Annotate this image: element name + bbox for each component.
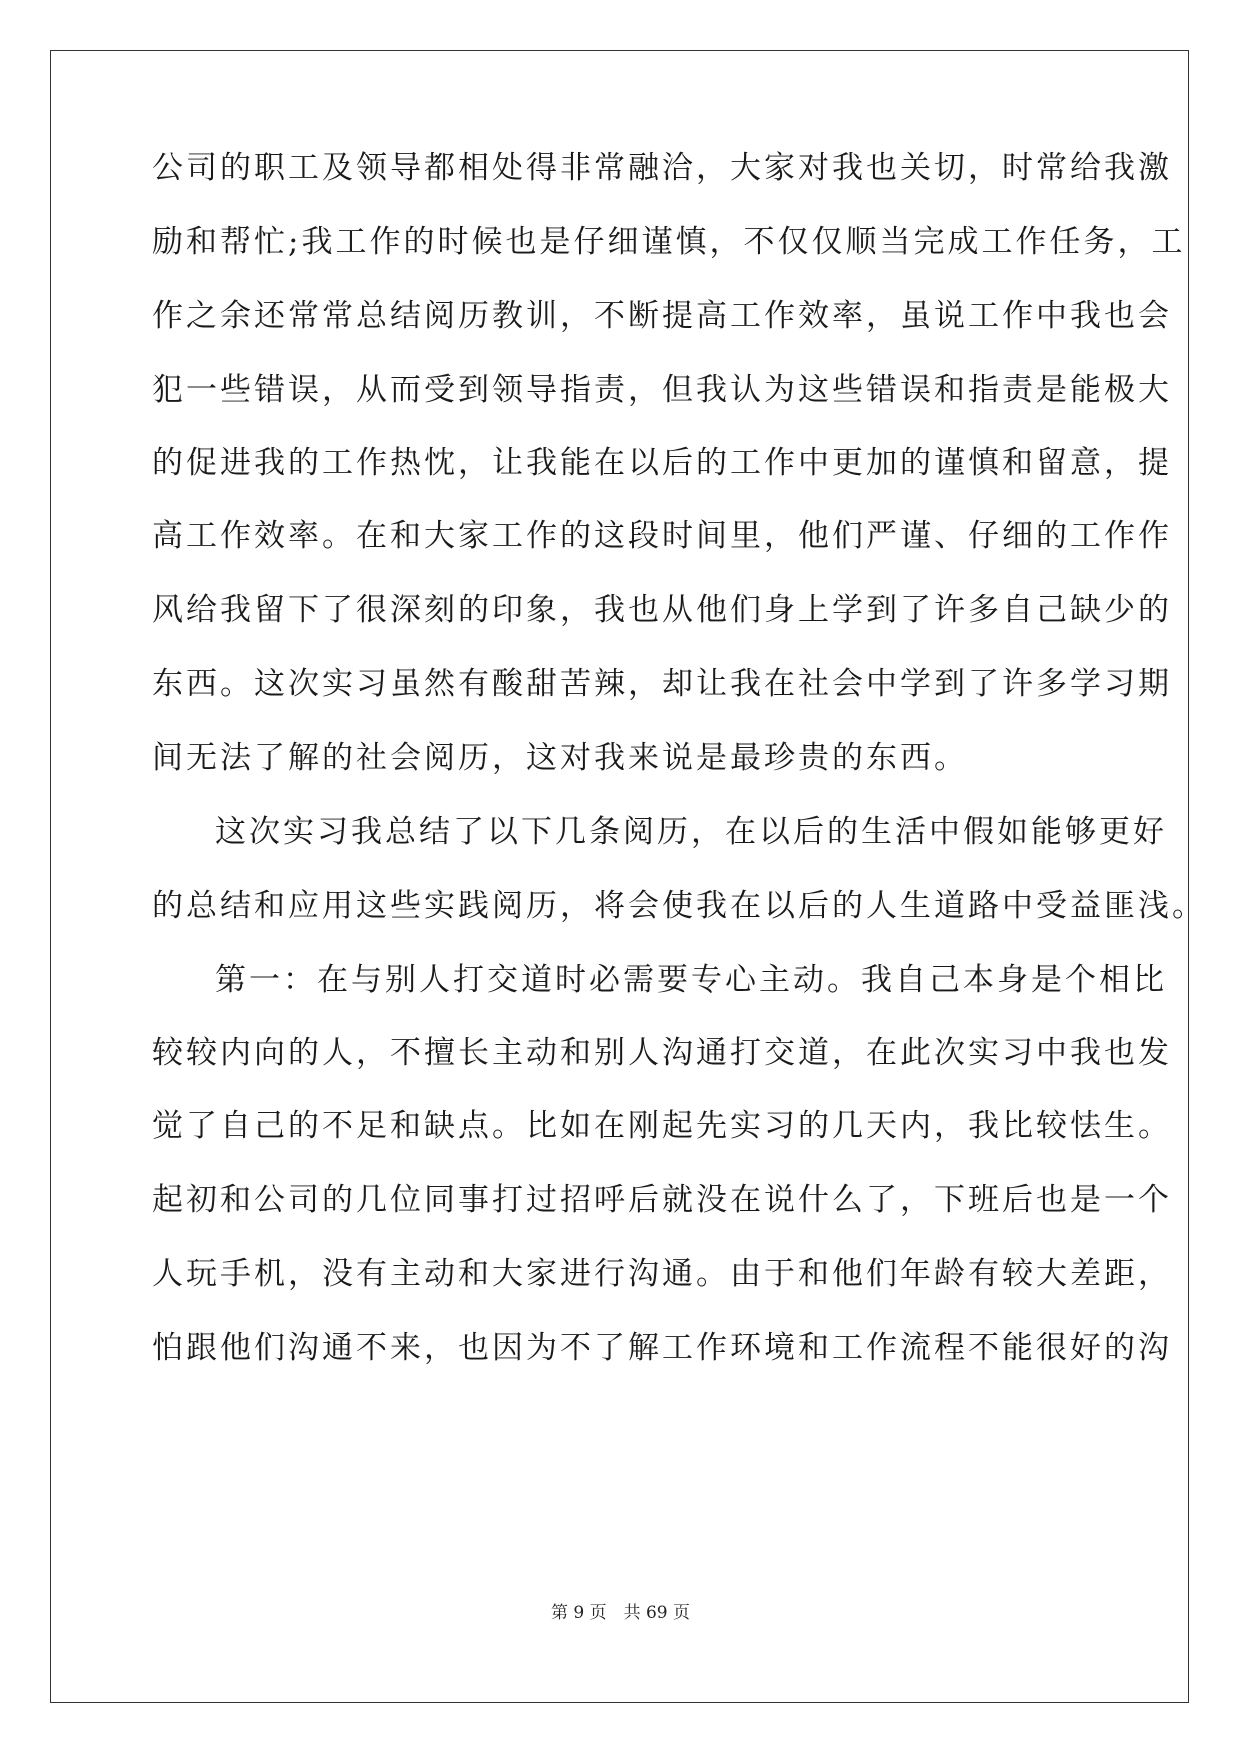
text-line: 起初和公司的几位同事打过招呼后就没在说什么了，下班后也是一个 xyxy=(152,1182,1172,1218)
text-line: 作之余还常常总结阅历教训，不断提高工作效率，虽说工作中我也会 xyxy=(152,298,1172,334)
text-line: 间无法了解的社会阅历，这对我来说是最珍贵的东西。 xyxy=(152,740,968,776)
text-line: 的总结和应用这些实践阅历，将会使我在以后的人生道路中受益匪浅。 xyxy=(152,888,1206,924)
text-line: 公司的职工及领导都相处得非常融洽，大家对我也关切，时常给我激 xyxy=(152,150,1172,186)
text-line: 风给我留下了很深刻的印象，我也从他们身上学到了许多自己缺少的 xyxy=(152,592,1172,628)
page-number: 第 9 页 共 69 页 xyxy=(550,1603,691,1623)
text-line: 的促进我的工作热忱，让我能在以后的工作中更加的谨慎和留意，提 xyxy=(152,445,1172,481)
text-line: 较较内向的人，不擅长主动和别人沟通打交道，在此次实习中我也发 xyxy=(152,1035,1172,1071)
text-line: 犯一些错误，从而受到领导指责，但我认为这些错误和指责是能极大 xyxy=(152,372,1172,408)
text-line: 怕跟他们沟通不来，也因为不了解工作环境和工作流程不能很好的沟 xyxy=(152,1330,1172,1366)
paragraph-first-line: 这次实习我总结了以下几条阅历，在以后的生活中假如能够更好 xyxy=(215,814,1167,850)
text-line: 高工作效率。在和大家工作的这段时间里，他们严谨、仔细的工作作 xyxy=(152,518,1172,554)
text-line: 励和帮忙;我工作的时候也是仔细谨慎，不仅仅顺当完成工作任务，工 xyxy=(152,224,1186,260)
paragraph-first-line: 第一：在与别人打交道时必需要专心主动。我自己本身是个相比 xyxy=(215,962,1167,998)
text-line: 人玩手机，没有主动和大家进行沟通。由于和他们年龄有较大差距， xyxy=(152,1256,1172,1292)
text-line: 觉了自己的不足和缺点。比如在刚起先实习的几天内，我比较怯生。 xyxy=(152,1108,1172,1144)
text-line: 东西。这次实习虽然有酸甜苦辣，却让我在社会中学到了许多学习期 xyxy=(152,666,1172,702)
